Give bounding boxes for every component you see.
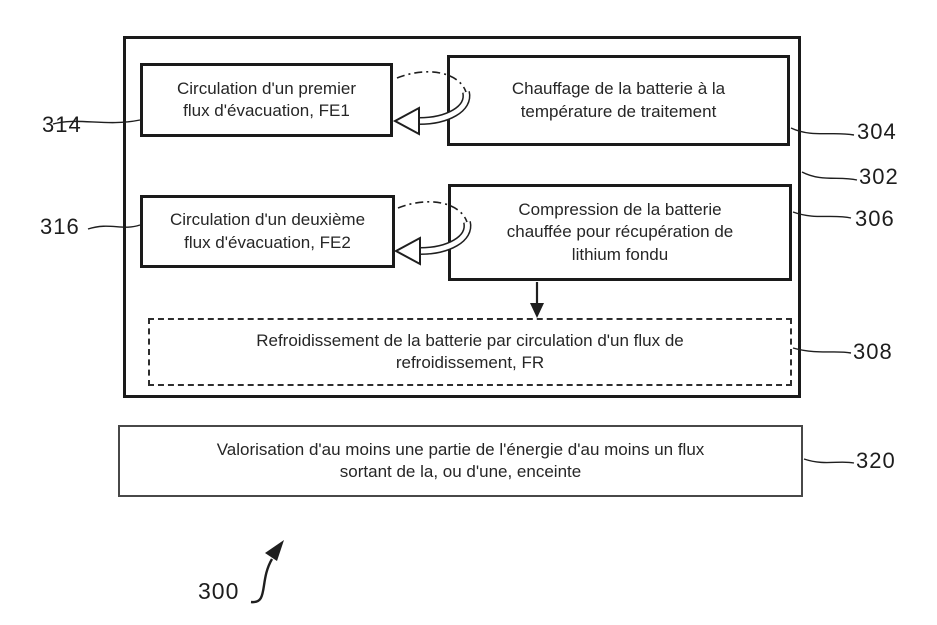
leader-line-308	[793, 348, 851, 353]
step-text-316: Circulation d'un deuxième flux d'évacuation, FE2	[169, 210, 366, 252]
ref-label-302: 302	[859, 164, 899, 189]
ref-label-308: 308	[853, 339, 893, 364]
ref-label-306: 306	[855, 206, 895, 231]
step-text-320: Valorisation d'au moins une partie de l'énergie d'au moins un flux sortant de la, ou d'une, enceinte	[216, 439, 705, 481]
step-text-304: Chauffage de la batterie à la température de traitement	[511, 79, 726, 121]
figure-pointer-curve	[251, 559, 272, 602]
step-box-316	[140, 195, 395, 268]
ref-label-304: 304	[857, 119, 897, 144]
step-text-314: Circulation d'un premier flux d'évacuation, FE1	[177, 78, 356, 120]
step-box-306	[448, 184, 792, 281]
figure-pointer-arrow	[251, 540, 284, 602]
leader-line-320	[804, 459, 854, 463]
leader-line-302	[802, 172, 857, 180]
ref-label-320: 320	[856, 448, 896, 473]
step-box-320	[118, 425, 803, 497]
step-text-308: Refroidissement de la batterie par circulation d'un flux de refroidissement, FR	[256, 330, 684, 372]
step-text-306: Compression de la batterie chauffée pour récupération de lithium fondu	[506, 199, 734, 264]
figure-pointer-head-icon	[265, 540, 284, 561]
ref-label-316: 316	[40, 214, 80, 239]
step-box-314	[140, 63, 393, 137]
step-box-304	[447, 55, 790, 146]
ref-label-300: 300	[198, 578, 240, 604]
step-box-308	[148, 318, 792, 386]
ref-label-314: 314	[42, 112, 82, 137]
leader-line-306	[793, 212, 851, 218]
